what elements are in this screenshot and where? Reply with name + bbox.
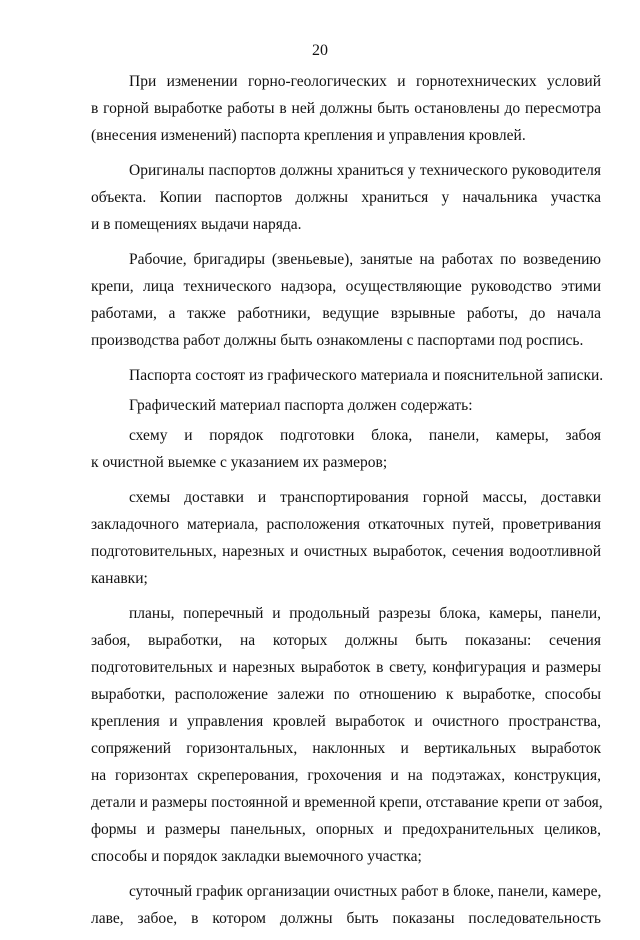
list-item-block-preparation-scheme <box>91 422 601 476</box>
text-line: детали и размеры постоянной и временной крепи, отставание крепи от забоя, <box>91 794 603 811</box>
paragraph-passport-composition <box>91 362 604 389</box>
text-line: схему и порядок подготовки блока, панели, камеры, забоя <box>129 427 601 444</box>
text-line: крепления и управления кровлей выработок и очистного пространства, <box>91 713 601 730</box>
text-line: Паспорта состоят из графического материала и пояснительной записки. <box>129 367 604 384</box>
text-line: объекта. Копии паспортов должны храниться у начальника участка <box>91 189 601 206</box>
text-line: сопряжений горизонтальных, наклонных и вертикальных выработок <box>91 740 601 757</box>
text-line: При изменении горно-геологических и горнотехнических условий <box>129 73 601 90</box>
paragraph-graphic-material-intro <box>91 392 601 419</box>
text-line: суточный график организации очистных работ в блоке, панели, камере, <box>129 883 602 900</box>
paragraph-passport-storage <box>91 157 601 238</box>
paragraph-conditions-change <box>91 68 601 149</box>
text-line: крепи, лица технического надзора, осуществляющие руководство этими <box>91 278 601 295</box>
list-item-daily-schedule <box>91 878 601 932</box>
text-line: Оригиналы паспортов должны храниться у технического руководителя <box>129 162 601 179</box>
text-line: формы и размеры панельных, опорных и предохранительных целиков, <box>91 821 601 838</box>
text-line: и в помещениях выдачи наряда. <box>91 216 302 233</box>
text-line: на горизонтах скреперования, грохочения и на подэтажах, конструкция, <box>91 767 601 784</box>
text-line: Графический материал паспорта должен содержать: <box>129 397 473 414</box>
text-line: к очистной выемке с указанием их размеров; <box>91 454 388 471</box>
text-line: закладочного материала, расположения откаточных путей, проветривания <box>91 516 601 533</box>
text-line: подготовительных, нарезных и очистных выработок, сечения водоотливной <box>91 543 601 560</box>
page-number: 20 <box>312 42 328 59</box>
text-line: забоя, выработки, на которых должны быть показаны: сечения <box>91 632 601 649</box>
text-line: производства работ должны быть ознакомлены с паспортами под роспись. <box>91 332 584 349</box>
text-line: выработки, расположение залежи по отношению к выработке, способы <box>91 686 601 703</box>
document-body <box>91 68 604 940</box>
text-line: схемы доставки и транспортирования горной массы, доставки <box>129 489 601 506</box>
text-line: планы, поперечный и продольный разрезы блока, камеры, панели, <box>129 605 601 622</box>
text-line: подготовительных и нарезных выработок в свету, конфигурация и размеры <box>91 659 601 676</box>
text-line: работами, а также работники, ведущие взрывные работы, до начала <box>91 305 601 322</box>
text-line: (внесения изменений) паспорта крепления и управления кровлей. <box>91 127 526 144</box>
text-line: способы и порядок закладки выемочного участка; <box>91 848 422 865</box>
list-item-plans-and-sections <box>91 600 601 870</box>
text-line: лаве, забое, в котором должны быть показаны последовательность <box>91 910 601 927</box>
paragraph-workers-familiarization <box>91 246 601 354</box>
text-line: канавки; <box>91 570 148 587</box>
text-line: Рабочие, бригадиры (звеньевые), занятые на работах по возведению <box>129 251 601 268</box>
text-line: в горной выработке работы в ней должны быть остановлены до пересмотра <box>91 100 601 117</box>
list-item-delivery-schemes <box>91 484 601 592</box>
